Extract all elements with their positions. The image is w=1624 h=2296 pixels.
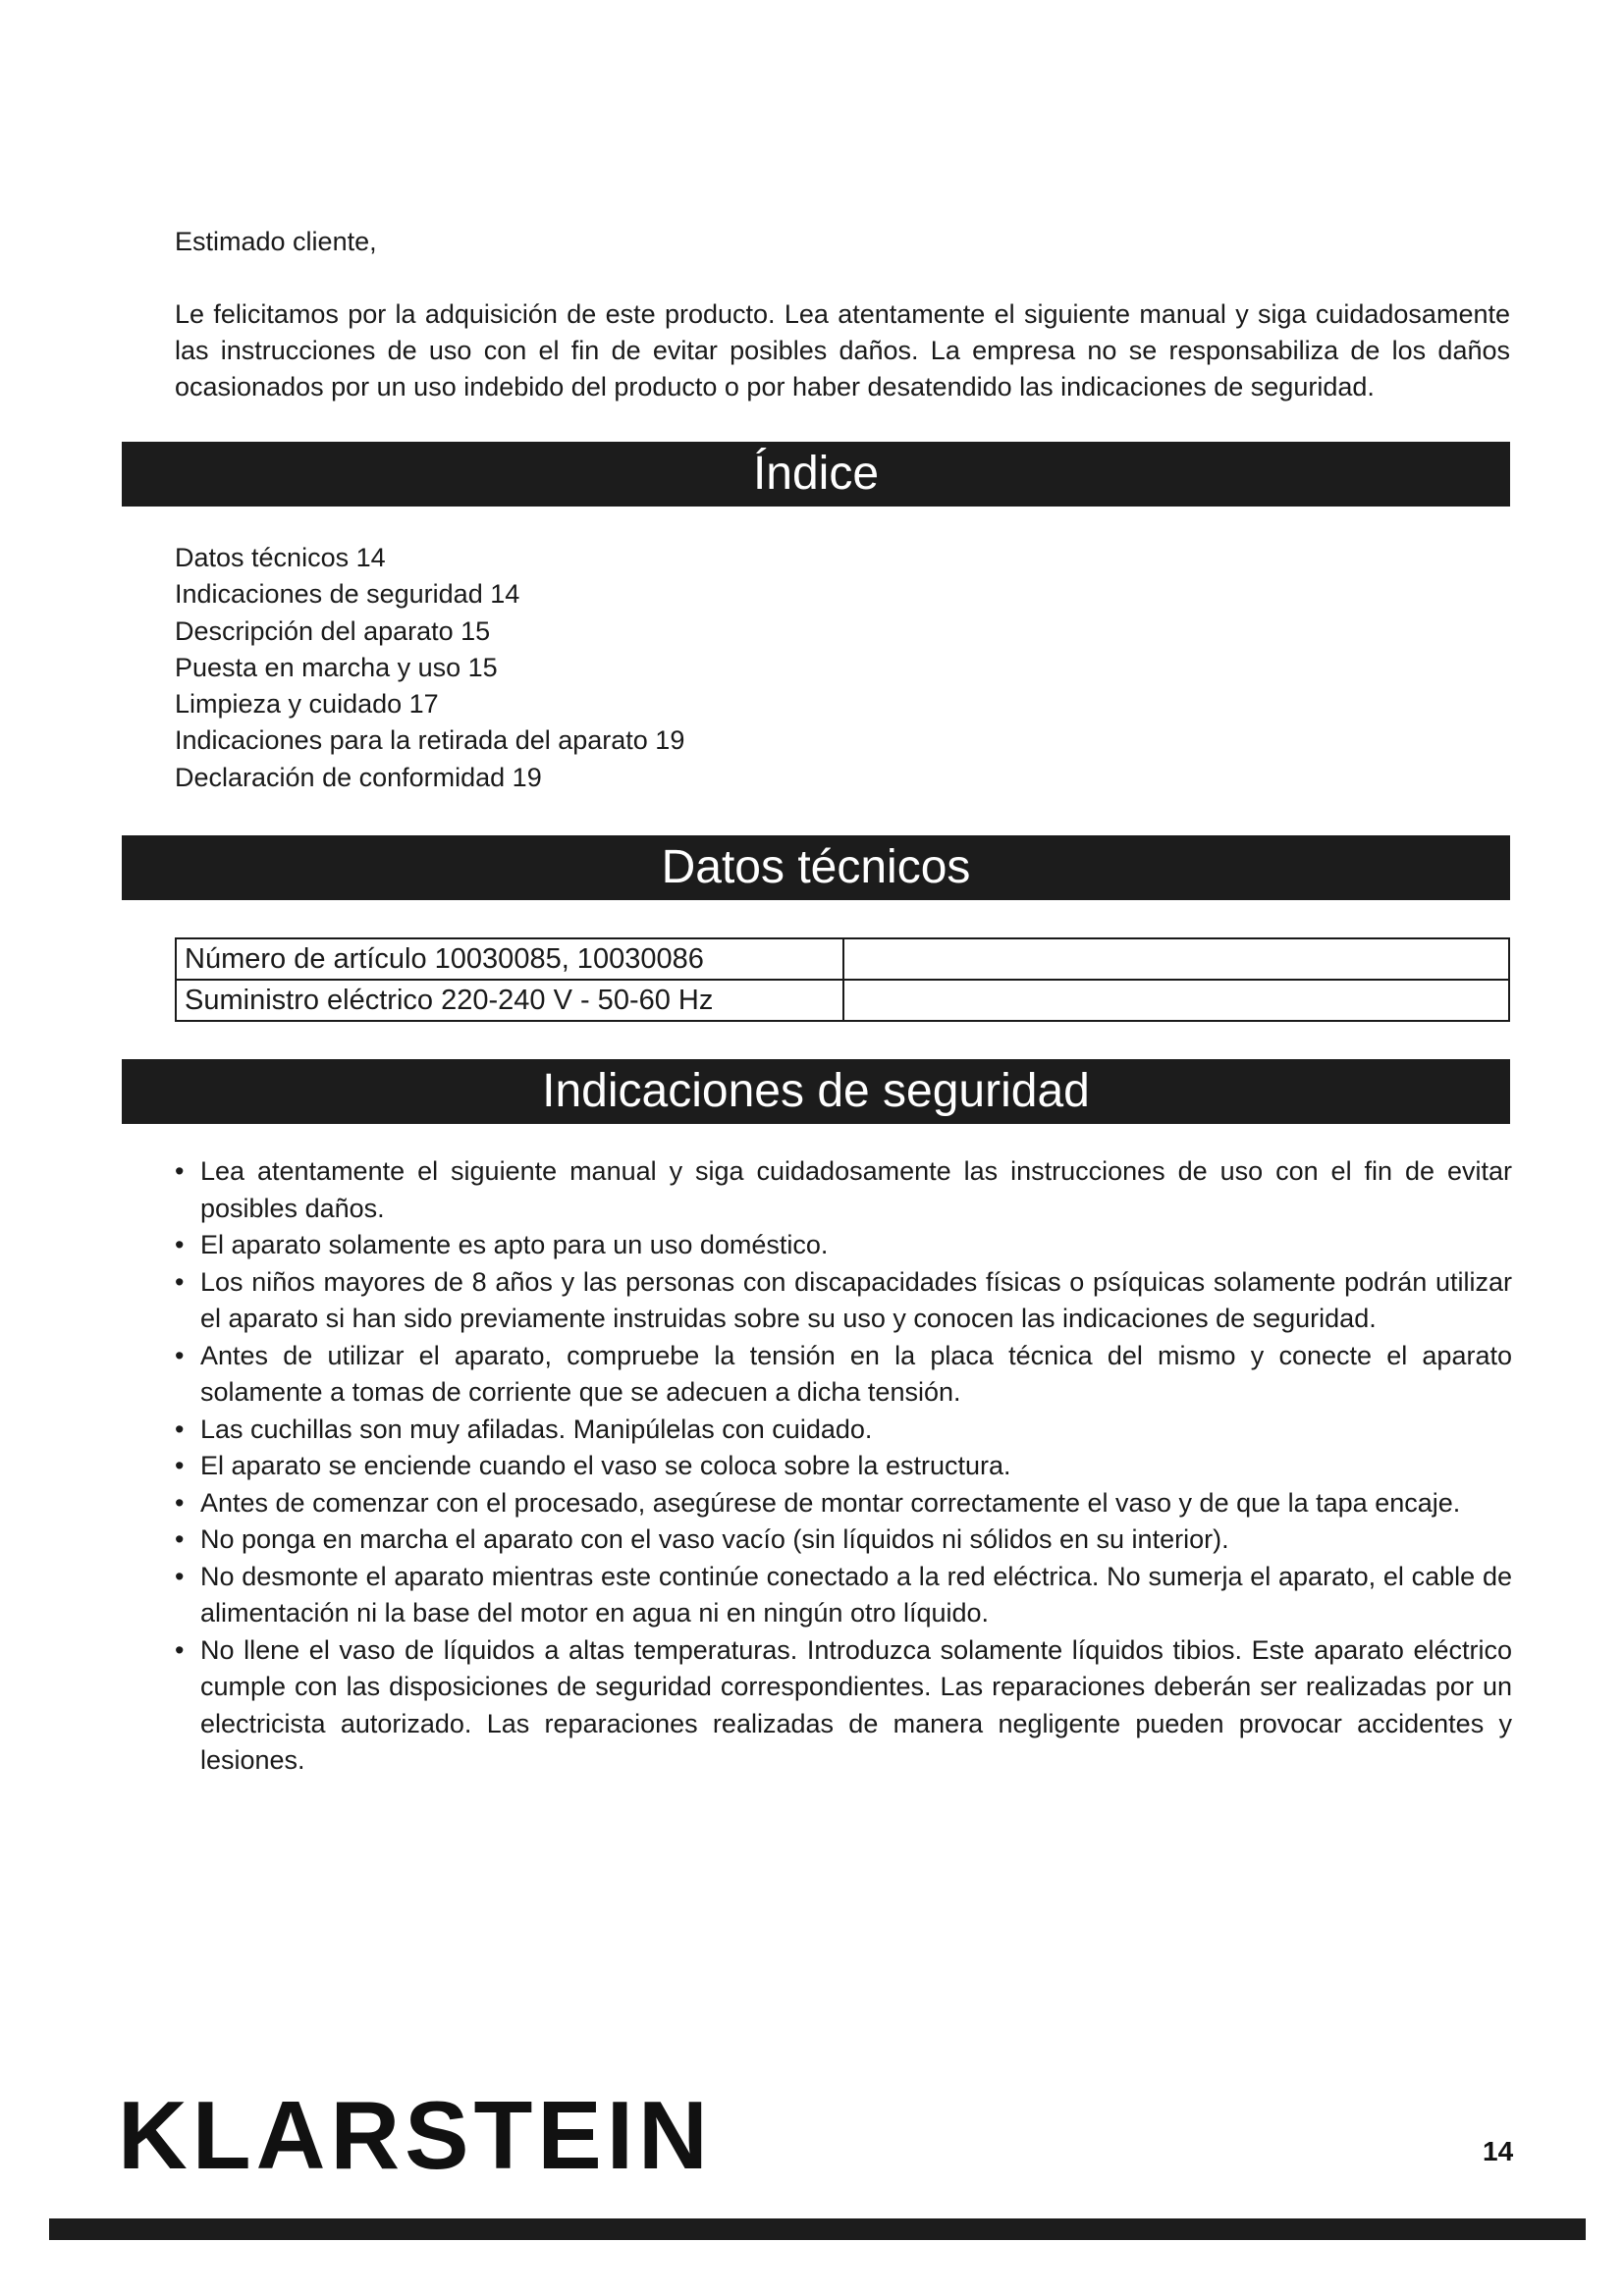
page-number: 14: [1483, 2136, 1514, 2166]
list-item: [175, 1522, 1512, 1559]
list-item: [175, 1153, 1512, 1227]
spec-value: [843, 938, 1509, 980]
safety-list: [175, 1153, 1512, 1780]
table-of-contents: [175, 540, 684, 796]
greeting: Estimado cliente,: [175, 227, 377, 256]
table-row: [176, 938, 1509, 980]
toc-item: Limpieza y cuidado 17: [175, 689, 439, 720]
list-item: [175, 1448, 1512, 1485]
list-item-text: Lea atentamente el siguiente manual y siga cuidadosamente las instrucciones de uso con el fin de evitar posibles daños.: [200, 1156, 1512, 1223]
bullet-icon: •: [175, 1561, 185, 1591]
list-item-text: El aparato solamente es apto para un uso doméstico.: [200, 1230, 829, 1259]
bullet-icon: •: [175, 1524, 185, 1554]
bullet-icon: •: [175, 1451, 185, 1480]
toc-item: Indicaciones de seguridad 14: [175, 579, 520, 610]
index-heading: Índice: [122, 442, 1510, 507]
list-item-text: Las cuchillas son muy afiladas. Manipúlelas con cuidado.: [200, 1414, 873, 1444]
list-item: [175, 1338, 1512, 1412]
bullet-icon: •: [175, 1634, 185, 1665]
bullet-icon: •: [175, 1487, 185, 1518]
list-item-text: No desmonte el aparato mientras este continúe conectado a la red eléctrica. No sumerja el aparato, el cable de alimentación ni la base del motor en agua ni en ningún otro líquido.: [200, 1561, 1512, 1628]
footer-bar: [49, 2218, 1586, 2240]
safety-heading: Indicaciones de seguridad: [122, 1059, 1510, 1124]
list-item: [175, 1632, 1512, 1780]
list-item-text: Antes de comenzar con el procesado, asegúrese de montar correctamente el vaso y de que la tapa encaje.: [200, 1487, 1461, 1518]
tech-data-table: [175, 937, 1510, 1022]
list-item-text: El aparato se enciende cuando el vaso se coloca sobre la estructura.: [200, 1451, 1011, 1480]
bullet-icon: •: [175, 1266, 185, 1297]
list-item-text: No ponga en marcha el aparato con el vaso vacío (sin líquidos ni sólidos en su interior).: [200, 1524, 1229, 1554]
spec-label: Número de artículo 10030085, 10030086: [176, 938, 843, 980]
spec-value: [843, 980, 1509, 1021]
toc-item: Descripción del aparato 15: [175, 615, 491, 646]
brand-logo: KLARSTEIN: [118, 2081, 713, 2189]
list-item: [175, 1485, 1512, 1522]
list-item-text: No llene el vaso de líquidos a altas temperaturas. Introduzca solamente líquidos tibios. Este aparato eléctrico cumple con las disposiciones de seguridad correspondientes. Las reparaciones deberán ser realizadas por un electricista autorizado. Las reparaciones realizadas de manera negligente pueden provocar accidentes y lesiones.: [200, 1634, 1512, 1775]
toc-item: Puesta en marcha y uso 15: [175, 652, 498, 682]
list-item-text: Los niños mayores de 8 años y las personas con discapacidades físicas o psíquicas solamente podrán utilizar el aparato si han sido previamente instruidas sobre su uso y conocen las indicaciones de seguridad.: [200, 1266, 1512, 1333]
list-item: [175, 1264, 1512, 1338]
bullet-icon: •: [175, 1340, 185, 1370]
toc-item: Datos técnicos 14: [175, 543, 386, 572]
bullet-icon: •: [175, 1156, 185, 1186]
bullet-icon: •: [175, 1414, 185, 1444]
toc-item: Declaración de conformidad 19: [175, 762, 542, 792]
list-item-text: Antes de utilizar el aparato, compruebe la tensión en la placa técnica del mismo y conecte el aparato solamente a tomas de corriente que se adecuen a dicha tensión.: [200, 1340, 1512, 1407]
intro-paragraph: Le felicitamos por la adquisición de este producto. Lea atentamente el siguiente manual y siga cuidadosamente las instrucciones de uso con el fin de evitar posibles daños. La empresa no se responsabiliza de los daños ocasionados por un uso indebido del producto o por haber desatendido las indicaciones de seguridad.: [175, 299, 1510, 401]
list-item: [175, 1559, 1512, 1632]
table-row: [176, 980, 1509, 1021]
list-item: [175, 1412, 1512, 1449]
spec-label: Suministro eléctrico 220-240 V - 50-60 Hz: [176, 980, 843, 1021]
tech-data-heading: Datos técnicos: [122, 835, 1510, 900]
toc-item: Indicaciones para la retirada del aparato 19: [175, 725, 685, 756]
bullet-icon: •: [175, 1230, 185, 1259]
list-item: [175, 1227, 1512, 1264]
